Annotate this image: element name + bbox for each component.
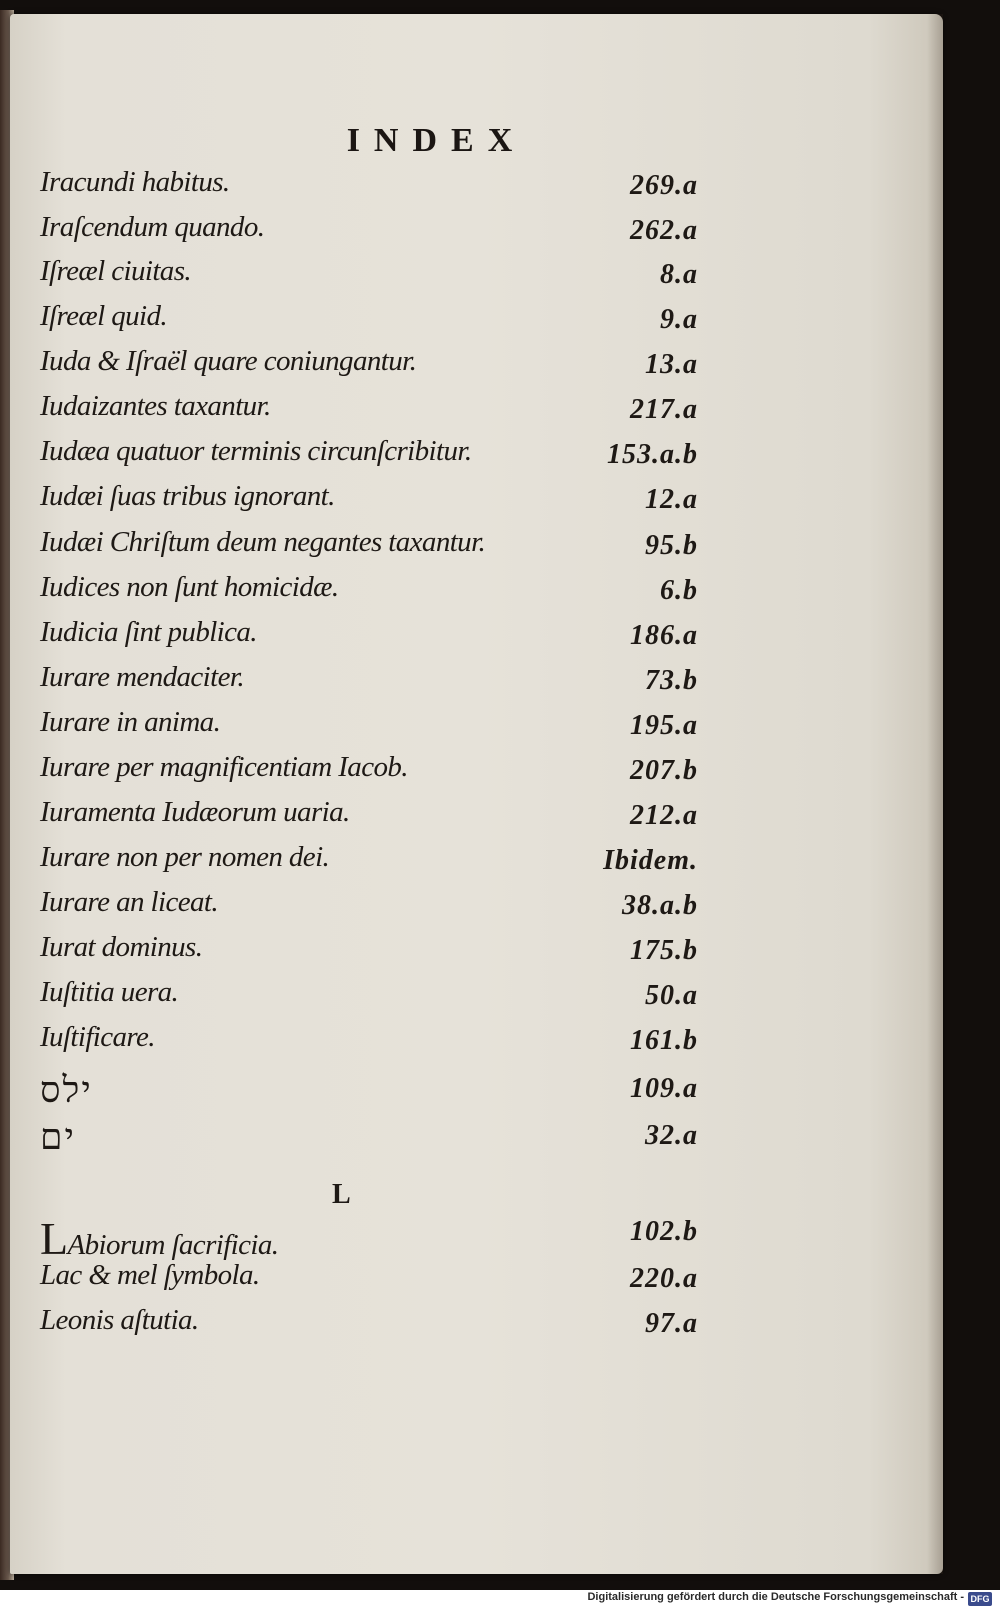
entry-term: Iudaizantes taxantur. bbox=[40, 390, 271, 422]
entry-term: Iudices non ſunt homicidæ. bbox=[40, 571, 339, 603]
entry-reference: 9.a bbox=[660, 304, 698, 335]
entry-term-hebrew: ילס bbox=[40, 1070, 93, 1111]
entry-reference: 50.a bbox=[645, 980, 698, 1011]
entry-reference: 207.b bbox=[630, 755, 698, 786]
index-entry bbox=[10, 1304, 943, 1344]
digitization-credit: Digitalisierung gefördert durch die Deutsche Forschungsgemeinschaft - bbox=[587, 1591, 964, 1603]
entry-reference: 186.a bbox=[630, 620, 698, 651]
index-entry bbox=[10, 1259, 943, 1299]
entry-reference: 38.a.b bbox=[622, 890, 698, 921]
index-entry bbox=[10, 1212, 943, 1264]
entry-reference: 220.a bbox=[630, 1263, 698, 1294]
entry-term: Lac & mel ſymbola. bbox=[40, 1259, 260, 1291]
entry-term: Iudæa quatuor terminis circunſcribitur. bbox=[40, 435, 472, 467]
entry-term: Iſreæl quid. bbox=[40, 300, 168, 332]
entry-term: Iraſcendum quando. bbox=[40, 211, 265, 243]
entry-term: Iudæi Chriſtum deum negantes taxantur. bbox=[40, 526, 486, 558]
entry-reference: 102.b bbox=[630, 1216, 698, 1247]
entry-term: Iuſtitia uera. bbox=[40, 976, 179, 1008]
entry-reference: 8.a bbox=[660, 259, 698, 290]
entry-reference: 12.a bbox=[645, 484, 698, 515]
entry-term: Iuramenta Iudæorum uaria. bbox=[40, 796, 350, 828]
entry-reference: Ibidem. bbox=[603, 845, 698, 876]
book-page bbox=[10, 14, 943, 1574]
entry-term: Iurare in anima. bbox=[40, 706, 221, 738]
entry-term: Iudicia ſint publica. bbox=[40, 616, 257, 648]
entry-term-hebrew: ים bbox=[40, 1117, 76, 1158]
entry-term: Iurare non per nomen dei. bbox=[40, 841, 330, 873]
entry-reference: 73.b bbox=[645, 665, 698, 696]
entry-reference: 153.a.b bbox=[607, 439, 698, 470]
entry-term: Iuda & Iſraël quare coniungantur. bbox=[40, 345, 417, 377]
section-letter: L bbox=[332, 1179, 351, 1210]
entry-reference: 109.a bbox=[630, 1073, 698, 1104]
entry-reference: 217.a bbox=[630, 394, 698, 425]
entry-term: Iuſtificare. bbox=[40, 1021, 155, 1053]
entry-reference: 13.a bbox=[645, 349, 698, 380]
entry-reference: 212.a bbox=[630, 800, 698, 831]
entry-term: Iudæi ſuas tribus ignorant. bbox=[40, 480, 335, 512]
entry-reference: 269.a bbox=[630, 170, 698, 201]
index-title: INDEX bbox=[346, 122, 527, 159]
entry-reference: 6.b bbox=[660, 575, 698, 606]
entry-term: Leonis aſtutia. bbox=[40, 1304, 199, 1336]
entry-reference: 32.a bbox=[645, 1120, 698, 1151]
entry-reference: 195.a bbox=[630, 710, 698, 741]
entry-term: Iurare an liceat. bbox=[40, 886, 218, 918]
entry-reference: 175.b bbox=[630, 935, 698, 966]
entry-reference: 262.a bbox=[630, 215, 698, 246]
entry-reference: 161.b bbox=[630, 1025, 698, 1056]
dfg-logo: DFG bbox=[968, 1592, 992, 1606]
entry-term: Iurare per magnificentiam Iacob. bbox=[40, 751, 408, 783]
entry-term: Iurat dominus. bbox=[40, 931, 203, 963]
entry-reference: 97.a bbox=[645, 1308, 698, 1339]
index-entries-l bbox=[10, 14, 943, 1574]
entry-term: Iſreæl ciuitas. bbox=[40, 255, 192, 287]
entry-reference: 95.b bbox=[645, 530, 698, 561]
entry-term: Iurare mendaciter. bbox=[40, 661, 244, 693]
entry-term: Iracundi habitus. bbox=[40, 166, 230, 198]
entry-term: LAbiorum ſacrificia. bbox=[40, 1213, 279, 1264]
